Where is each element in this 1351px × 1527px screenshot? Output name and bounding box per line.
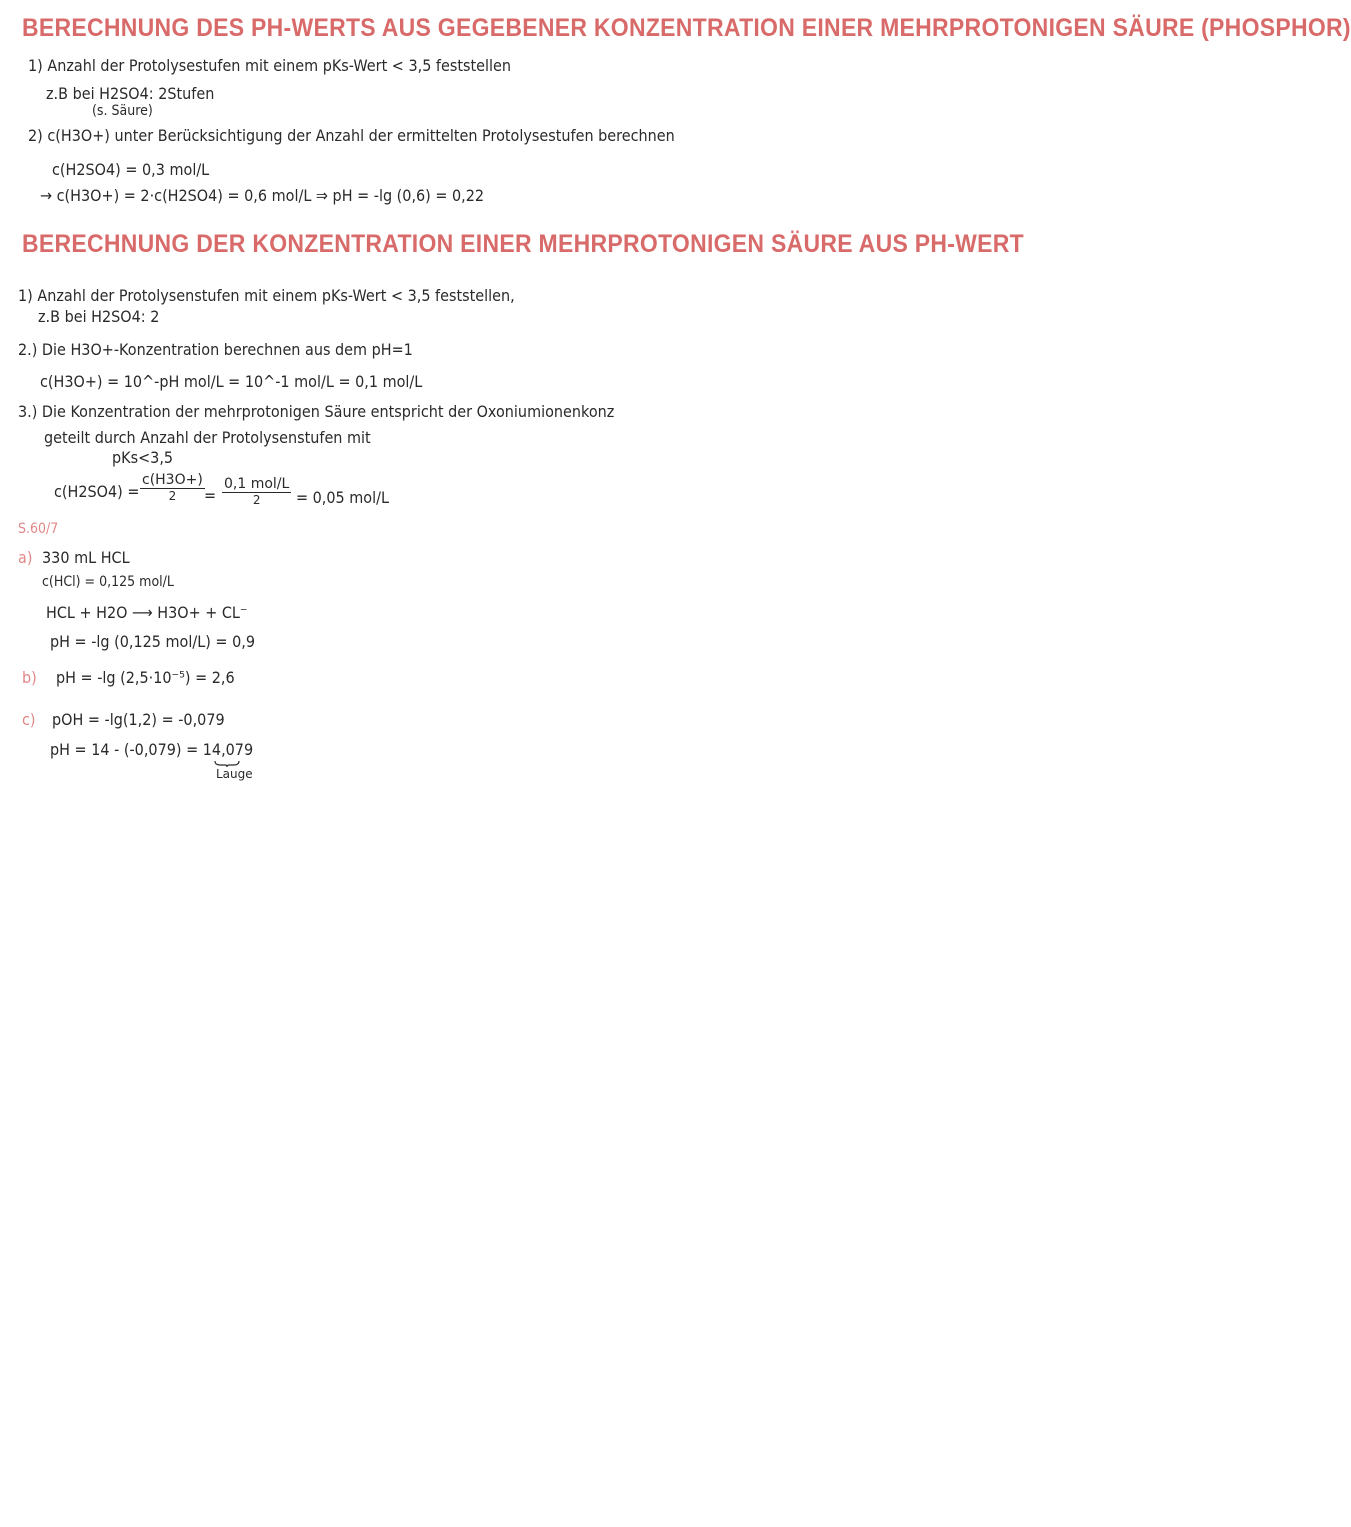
- exercise-c-line2: pH = 14 - (-0,079) = 14,079: [50, 740, 254, 759]
- exercise-a-line2: c(HCl) = 0,125 mol/L: [42, 574, 174, 590]
- exercise-c-line1: pOH = -lg(1,2) = -0,079: [52, 710, 225, 729]
- lauge-note: Lauge: [216, 767, 253, 781]
- section2-heading: BERECHNUNG DER KONZENTRATION EINER MEHRPROTONIGEN SÄURE AUS PH-WERT: [22, 230, 1024, 258]
- section2-step3: 3.) Die Konzentration der mehrprotonigen Säure entspricht der Oxoniumionenkonz: [18, 402, 615, 421]
- section2-step1-example: z.B bei H2SO4: 2: [38, 307, 160, 326]
- section1-step1-example: z.B bei H2SO4: 2Stufen: [46, 84, 215, 103]
- fraction-h3o-over-2: [140, 472, 205, 503]
- exercise-a-label: a): [18, 548, 33, 567]
- fraction-denominator: 2: [252, 493, 261, 507]
- fraction-value-over-2: [222, 476, 291, 507]
- exercise-a-line4: pH = -lg (0,125 mol/L) = 0,9: [50, 632, 255, 651]
- section1-step2: 2) c(H3O+) unter Berücksichtigung der Anzahl der ermittelten Protolysestufen berechnen: [28, 126, 675, 145]
- formula-result: = 0,05 mol/L: [296, 488, 389, 507]
- section2-step3-cond: pKs<3,5: [112, 448, 174, 467]
- section2-step1: 1) Anzahl der Protolysenstufen mit einem pKs-Wert < 3,5 feststellen,: [18, 286, 515, 305]
- exercise-b-line1: pH = -lg (2,5·10⁻⁵) = 2,6: [56, 668, 235, 687]
- exercise-reference: S.60/7: [18, 521, 59, 537]
- section1-calc: → c(H3O+) = 2·c(H2SO4) = 0,6 mol/L ⇒ pH = -lg (0,6) = 0,22: [40, 186, 485, 205]
- exercise-c-label: c): [22, 710, 36, 729]
- section1-given: c(H2SO4) = 0,3 mol/L: [52, 160, 210, 179]
- section2-step2: 2.) Die H3O+-Konzentration berechnen aus dem pH=1: [18, 340, 413, 359]
- underbrace-icon: [214, 760, 240, 768]
- formula-lhs: c(H2SO4) =: [54, 482, 140, 501]
- exercise-a-line1: 330 mL HCL: [42, 548, 130, 567]
- fraction-denominator: 2: [168, 489, 177, 503]
- formula-equals: =: [204, 486, 217, 505]
- section1-step1: 1) Anzahl der Protolysestufen mit einem pKs-Wert < 3,5 feststellen: [28, 56, 512, 75]
- exercise-b-label: b): [22, 668, 37, 687]
- section1-step1-note: (s. Säure): [92, 103, 153, 119]
- fraction-numerator: 0,1 mol/L: [224, 476, 290, 492]
- section1-heading: BERECHNUNG DES PH-WERTS AUS GEGEBENER KONZENTRATION EINER MEHRPROTONIGEN SÄURE (PHOSPHOR): [22, 14, 1351, 42]
- section2-step2-calc: c(H3O+) = 10^-pH mol/L = 10^-1 mol/L = 0,1 mol/L: [40, 372, 423, 391]
- section2-step3-cont: geteilt durch Anzahl der Protolysenstufen mit: [44, 428, 371, 447]
- exercise-a-line3: HCL + H2O ⟶ H3O+ + CL⁻: [46, 603, 248, 622]
- fraction-numerator: c(H3O+): [142, 472, 203, 488]
